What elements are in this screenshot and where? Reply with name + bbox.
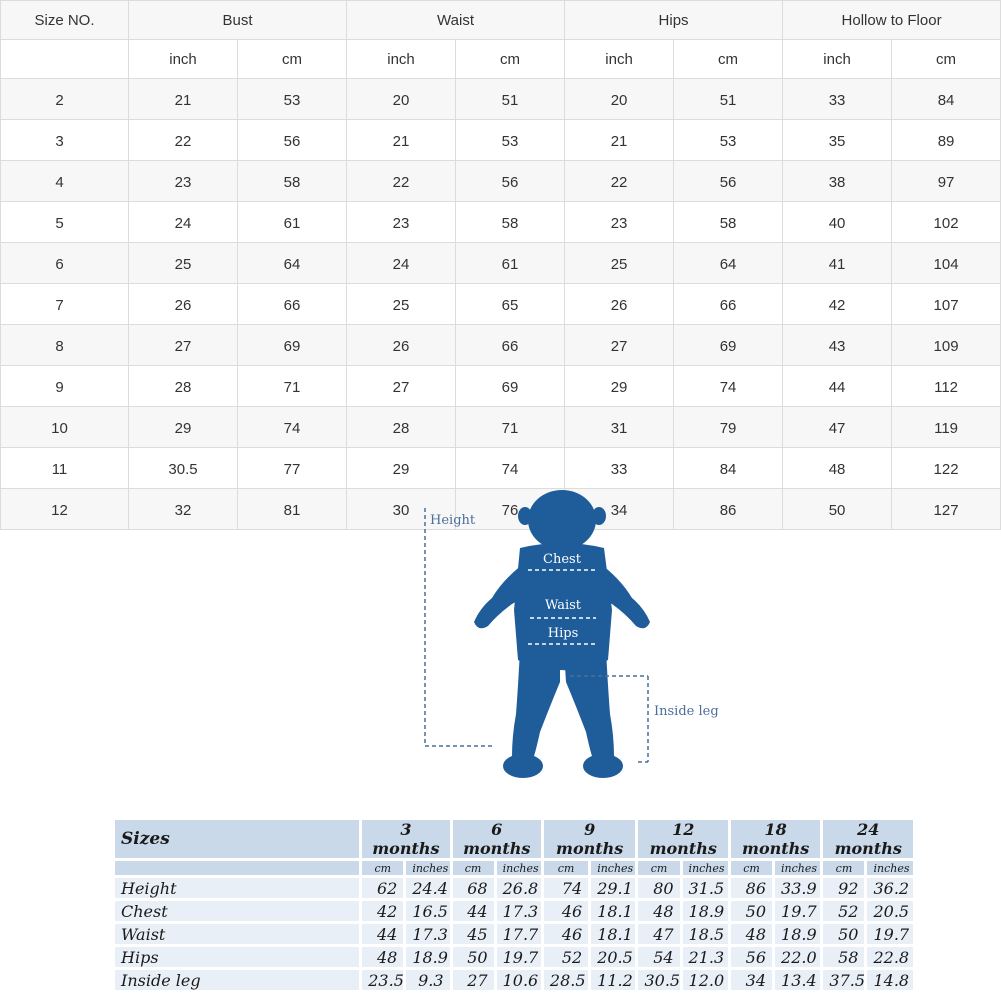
size-value-cell: 35 — [783, 120, 892, 161]
size-value-cell: 69 — [456, 366, 565, 407]
measurement-value-cell: 86 — [731, 878, 772, 898]
size-value-cell: 44 — [783, 366, 892, 407]
header-hips: Hips — [565, 1, 783, 40]
size-value-cell: 33 — [565, 448, 674, 489]
measurement-value-cell: 28.5 — [544, 970, 588, 990]
size-chart-row — [1, 243, 1001, 284]
size-value-cell: 104 — [892, 243, 1001, 284]
baby-chart-unit-row — [115, 861, 913, 875]
size-value-cell: 27 — [129, 325, 238, 366]
size-value-cell: 23 — [565, 202, 674, 243]
size-value-cell: 22 — [347, 161, 456, 202]
measurement-value-cell: 22.8 — [867, 947, 913, 967]
baby-chart-month-row — [115, 820, 913, 858]
size-value-cell: 58 — [456, 202, 565, 243]
unit-cell: cm — [892, 40, 1001, 79]
measurement-value-cell: 44 — [362, 924, 403, 944]
measurement-value-cell: 19.7 — [867, 924, 913, 944]
measurement-value-cell: 92 — [823, 878, 864, 898]
measurement-value-cell: 24.4 — [406, 878, 449, 898]
size-value-cell: 22 — [565, 161, 674, 202]
unit-cell: inch — [783, 40, 892, 79]
measurement-value-cell: 47 — [638, 924, 679, 944]
unit-inches: inches — [867, 861, 913, 875]
size-value-cell: 69 — [674, 325, 783, 366]
size-value-cell: 79 — [674, 407, 783, 448]
measurement-value-cell: 26.8 — [497, 878, 541, 898]
measurement-value-cell: 22.0 — [775, 947, 820, 967]
measurement-value-cell: 42 — [362, 901, 403, 921]
size-number-cell: 8 — [1, 325, 129, 366]
header-size-no: Size NO. — [1, 1, 129, 40]
measurement-value-cell: 18.9 — [406, 947, 449, 967]
size-value-cell: 74 — [238, 407, 347, 448]
size-value-cell: 29 — [129, 407, 238, 448]
size-value-cell: 53 — [456, 120, 565, 161]
measurement-value-cell: 9.3 — [406, 970, 449, 990]
baby-chart-row — [115, 901, 913, 921]
measurement-value-cell: 13.4 — [775, 970, 820, 990]
size-value-cell: 26 — [565, 284, 674, 325]
size-value-cell: 29 — [347, 448, 456, 489]
size-value-cell: 24 — [129, 202, 238, 243]
size-value-cell: 53 — [674, 120, 783, 161]
measurement-value-cell: 18.9 — [683, 901, 728, 921]
size-number-cell: 7 — [1, 284, 129, 325]
size-value-cell: 23 — [129, 161, 238, 202]
unit-cell: cm — [674, 40, 783, 79]
measurement-value-cell: 10.6 — [497, 970, 541, 990]
size-value-cell: 32 — [129, 489, 238, 530]
size-value-cell: 71 — [238, 366, 347, 407]
size-chart-row — [1, 120, 1001, 161]
measurement-value-cell: 30.5 — [638, 970, 679, 990]
unit-inches: inches — [775, 861, 820, 875]
size-value-cell: 26 — [129, 284, 238, 325]
size-value-cell: 28 — [347, 407, 456, 448]
measurement-label-cell: Inside leg — [115, 970, 359, 990]
height-label: Height — [430, 513, 476, 528]
baby-chart-row — [115, 947, 913, 967]
size-value-cell: 66 — [456, 325, 565, 366]
month-header: 18 months — [731, 820, 820, 858]
size-value-cell: 56 — [238, 120, 347, 161]
size-value-cell: 25 — [565, 243, 674, 284]
baby-chart-row — [115, 970, 913, 990]
size-value-cell: 21 — [347, 120, 456, 161]
size-value-cell: 26 — [347, 325, 456, 366]
size-value-cell: 31 — [565, 407, 674, 448]
size-chart-header-row — [1, 1, 1001, 40]
measurement-value-cell: 50 — [453, 947, 494, 967]
measurement-value-cell: 68 — [453, 878, 494, 898]
size-number-cell: 2 — [1, 79, 129, 120]
size-chart-row — [1, 366, 1001, 407]
size-value-cell: 53 — [238, 79, 347, 120]
unit-cell: cm — [456, 40, 565, 79]
measurement-value-cell: 48 — [731, 924, 772, 944]
size-value-cell: 112 — [892, 366, 1001, 407]
measurement-value-cell: 18.5 — [683, 924, 728, 944]
unit-inches: inches — [683, 861, 728, 875]
size-value-cell: 64 — [238, 243, 347, 284]
size-value-cell: 24 — [347, 243, 456, 284]
unit-cell: inch — [565, 40, 674, 79]
measurement-value-cell: 34 — [731, 970, 772, 990]
size-number-cell: 6 — [1, 243, 129, 284]
size-value-cell: 122 — [892, 448, 1001, 489]
size-chart-row — [1, 284, 1001, 325]
measurement-value-cell: 21.3 — [683, 947, 728, 967]
waist-label: Waist — [544, 598, 582, 613]
size-value-cell: 25 — [129, 243, 238, 284]
size-value-cell: 38 — [783, 161, 892, 202]
size-number-cell: 3 — [1, 120, 129, 161]
header-waist: Waist — [347, 1, 565, 40]
size-value-cell: 21 — [565, 120, 674, 161]
size-value-cell: 64 — [674, 243, 783, 284]
size-value-cell: 29 — [565, 366, 674, 407]
size-value-cell: 102 — [892, 202, 1001, 243]
unit-cm: cm — [453, 861, 494, 875]
size-value-cell: 76 — [456, 489, 565, 530]
size-value-cell: 27 — [565, 325, 674, 366]
size-value-cell: 84 — [674, 448, 783, 489]
measurement-value-cell: 31.5 — [683, 878, 728, 898]
measurement-value-cell: 18.9 — [775, 924, 820, 944]
size-value-cell: 51 — [456, 79, 565, 120]
unit-cell: inch — [129, 40, 238, 79]
month-header: 3 months — [362, 820, 449, 858]
size-number-cell: 9 — [1, 366, 129, 407]
measurement-value-cell: 29.1 — [591, 878, 635, 898]
size-value-cell: 77 — [238, 448, 347, 489]
size-chart-row — [1, 79, 1001, 120]
measurement-value-cell: 19.7 — [775, 901, 820, 921]
measurement-value-cell: 27 — [453, 970, 494, 990]
size-value-cell: 34 — [565, 489, 674, 530]
measurement-value-cell: 58 — [823, 947, 864, 967]
size-value-cell: 22 — [129, 120, 238, 161]
measurement-value-cell: 80 — [638, 878, 679, 898]
size-chart-row — [1, 325, 1001, 366]
measurement-value-cell: 17.3 — [497, 901, 541, 921]
hips-label: Hips — [547, 626, 579, 641]
size-value-cell: 48 — [783, 448, 892, 489]
measurement-value-cell: 50 — [731, 901, 772, 921]
size-value-cell: 42 — [783, 284, 892, 325]
unit-inches: inches — [406, 861, 449, 875]
unit-cm: cm — [823, 861, 864, 875]
unit-inches: inches — [497, 861, 541, 875]
unit-inches: inches — [591, 861, 635, 875]
size-chart-row — [1, 161, 1001, 202]
unit-cm: cm — [362, 861, 403, 875]
measurement-value-cell: 17.7 — [497, 924, 541, 944]
size-value-cell: 47 — [783, 407, 892, 448]
baby-size-chart-table — [112, 817, 916, 993]
measurement-value-cell: 37.5 — [823, 970, 864, 990]
size-value-cell: 21 — [129, 79, 238, 120]
size-number-cell: 5 — [1, 202, 129, 243]
measurement-value-cell: 46 — [544, 924, 588, 944]
size-value-cell: 20 — [347, 79, 456, 120]
size-value-cell: 109 — [892, 325, 1001, 366]
size-chart-row — [1, 407, 1001, 448]
measurement-value-cell: 19.7 — [497, 947, 541, 967]
measurement-value-cell: 18.1 — [591, 924, 635, 944]
baby-chart-row — [115, 878, 913, 898]
unit-cell: inch — [347, 40, 456, 79]
month-header: 9 months — [544, 820, 636, 858]
measurement-value-cell: 54 — [638, 947, 679, 967]
measurement-figure — [400, 500, 740, 790]
measurement-value-cell: 46 — [544, 901, 588, 921]
size-value-cell: 74 — [674, 366, 783, 407]
size-value-cell: 74 — [456, 448, 565, 489]
size-value-cell: 58 — [674, 202, 783, 243]
month-header: 6 months — [453, 820, 541, 858]
size-value-cell: 25 — [347, 284, 456, 325]
size-chart-row — [1, 448, 1001, 489]
size-value-cell: 107 — [892, 284, 1001, 325]
size-number-cell: 4 — [1, 161, 129, 202]
size-value-cell: 30.5 — [129, 448, 238, 489]
unit-cm: cm — [731, 861, 772, 875]
size-value-cell: 58 — [238, 161, 347, 202]
month-header: 12 months — [638, 820, 727, 858]
measurement-value-cell: 11.2 — [591, 970, 635, 990]
measurement-value-cell: 52 — [544, 947, 588, 967]
size-value-cell: 50 — [783, 489, 892, 530]
measurement-value-cell: 52 — [823, 901, 864, 921]
size-number-cell: 11 — [1, 448, 129, 489]
size-value-cell: 23 — [347, 202, 456, 243]
measurement-value-cell: 36.2 — [867, 878, 913, 898]
measurement-value-cell: 23.5 — [362, 970, 403, 990]
baby-chart-row — [115, 924, 913, 944]
unit-blank-cell — [115, 861, 359, 875]
measurement-value-cell: 74 — [544, 878, 588, 898]
size-value-cell: 65 — [456, 284, 565, 325]
size-value-cell: 40 — [783, 202, 892, 243]
measurement-value-cell: 20.5 — [867, 901, 913, 921]
measurement-label-cell: Chest — [115, 901, 359, 921]
inside-leg-label: Inside leg — [654, 704, 719, 719]
size-value-cell: 119 — [892, 407, 1001, 448]
measurement-value-cell: 18.1 — [591, 901, 635, 921]
measurement-label-cell: Hips — [115, 947, 359, 967]
chest-label: Chest — [543, 552, 581, 567]
size-value-cell: 56 — [674, 161, 783, 202]
unit-cell: cm — [238, 40, 347, 79]
measurement-label-cell: Waist — [115, 924, 359, 944]
size-value-cell: 69 — [238, 325, 347, 366]
size-number-cell: 12 — [1, 489, 129, 530]
measurement-value-cell: 45 — [453, 924, 494, 944]
measurement-value-cell: 50 — [823, 924, 864, 944]
size-value-cell: 66 — [674, 284, 783, 325]
size-value-cell: 30 — [347, 489, 456, 530]
measurement-value-cell: 56 — [731, 947, 772, 967]
child-silhouette-illustration — [400, 500, 740, 790]
size-chart-unit-row — [1, 40, 1001, 79]
measurement-value-cell: 62 — [362, 878, 403, 898]
measurement-value-cell: 48 — [638, 901, 679, 921]
header-hollow-to-floor: Hollow to Floor — [783, 1, 1001, 40]
size-value-cell: 41 — [783, 243, 892, 284]
size-value-cell: 20 — [565, 79, 674, 120]
measurement-value-cell: 17.3 — [406, 924, 449, 944]
measurement-value-cell: 44 — [453, 901, 494, 921]
baby-chart-corner: Sizes — [115, 820, 359, 858]
size-value-cell: 28 — [129, 366, 238, 407]
measurement-label-cell: Height — [115, 878, 359, 898]
size-value-cell: 51 — [674, 79, 783, 120]
size-value-cell: 43 — [783, 325, 892, 366]
month-header: 24 months — [823, 820, 913, 858]
size-value-cell: 89 — [892, 120, 1001, 161]
size-value-cell: 81 — [238, 489, 347, 530]
size-value-cell: 56 — [456, 161, 565, 202]
measurement-value-cell: 20.5 — [591, 947, 635, 967]
size-value-cell: 61 — [238, 202, 347, 243]
size-value-cell: 84 — [892, 79, 1001, 120]
size-chart-row — [1, 202, 1001, 243]
size-value-cell: 86 — [674, 489, 783, 530]
unit-blank-cell — [1, 40, 129, 79]
size-value-cell: 33 — [783, 79, 892, 120]
size-number-cell: 10 — [1, 407, 129, 448]
size-value-cell: 127 — [892, 489, 1001, 530]
measurement-value-cell: 14.8 — [867, 970, 913, 990]
header-bust: Bust — [129, 1, 347, 40]
size-value-cell: 61 — [456, 243, 565, 284]
unit-cm: cm — [638, 861, 679, 875]
measurement-value-cell: 16.5 — [406, 901, 449, 921]
unit-cm: cm — [544, 861, 588, 875]
size-value-cell: 66 — [238, 284, 347, 325]
measurement-value-cell: 48 — [362, 947, 403, 967]
size-value-cell: 97 — [892, 161, 1001, 202]
measurement-value-cell: 12.0 — [683, 970, 728, 990]
measurement-value-cell: 33.9 — [775, 878, 820, 898]
size-value-cell: 71 — [456, 407, 565, 448]
size-value-cell: 27 — [347, 366, 456, 407]
